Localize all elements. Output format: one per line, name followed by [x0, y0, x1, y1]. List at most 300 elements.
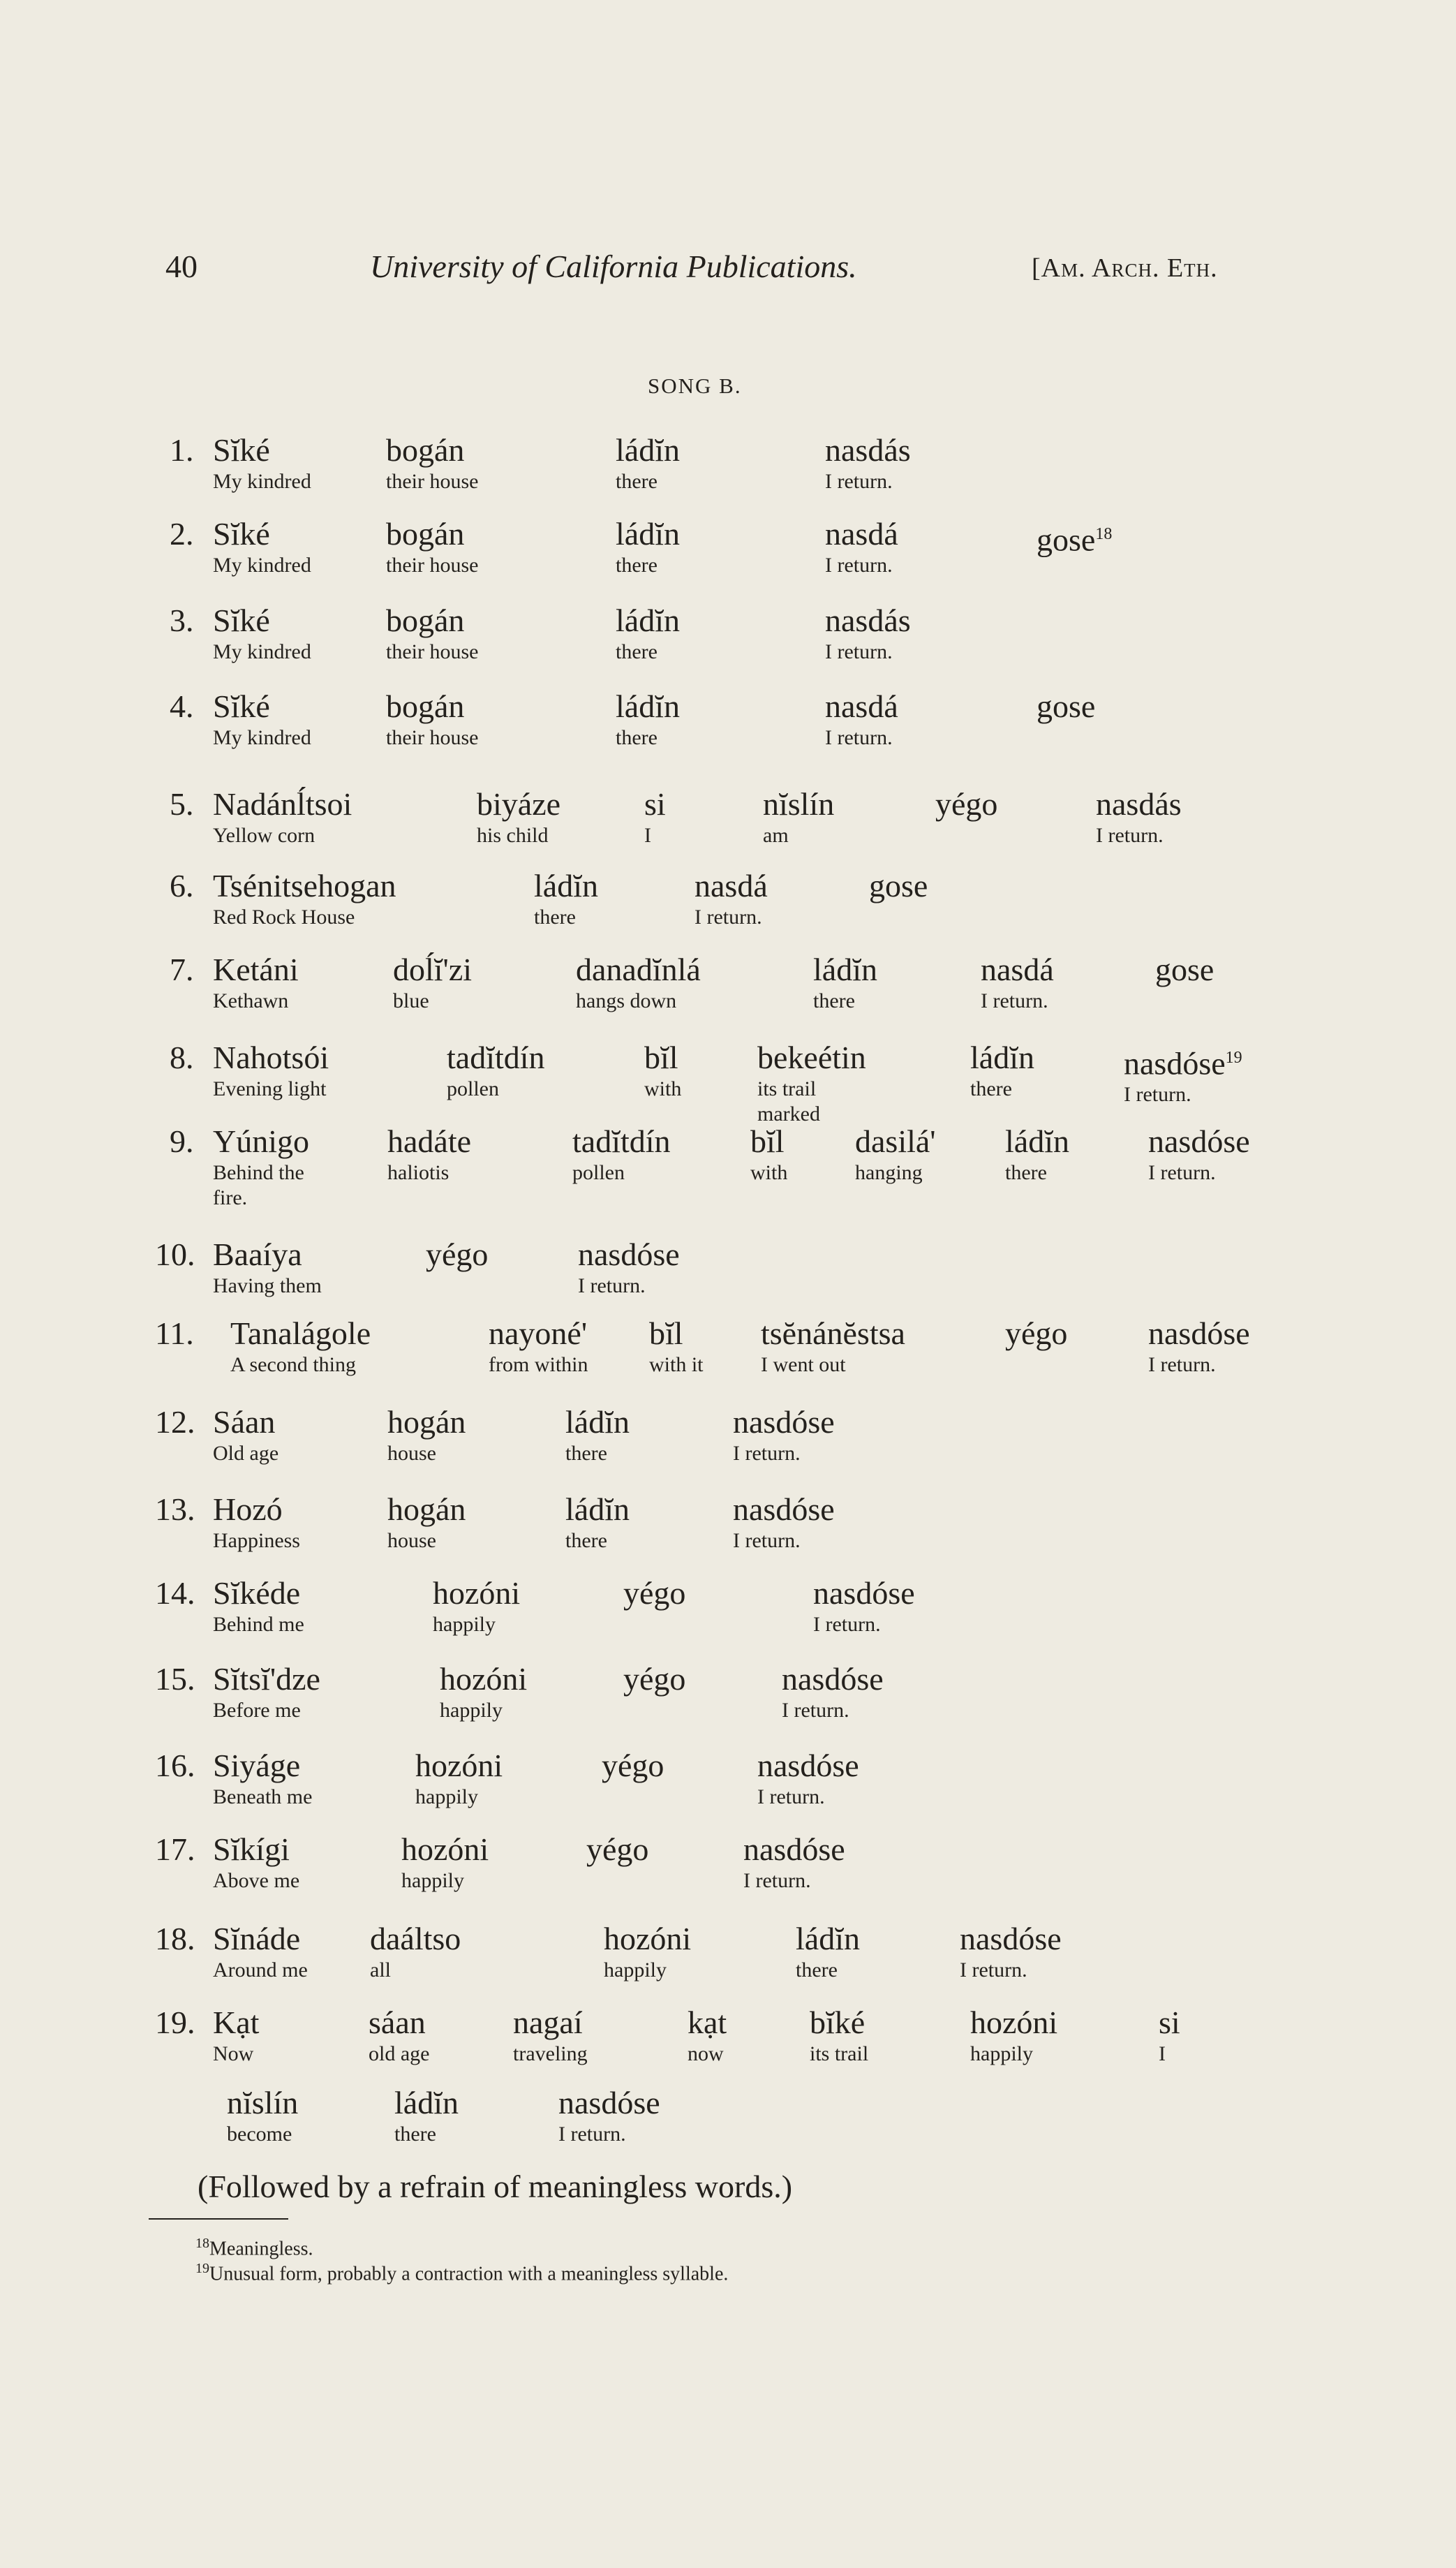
- english-gloss: I return.: [825, 554, 893, 577]
- native-word: Baaíya: [213, 1237, 302, 1272]
- song-word: [1159, 2004, 1180, 2067]
- native-word: daáltso: [370, 1921, 461, 1956]
- english-gloss: there: [565, 1529, 607, 1552]
- native-word: nayoné': [489, 1315, 588, 1351]
- english-gloss: there: [970, 1077, 1012, 1100]
- native-word: ládĭn: [394, 2085, 459, 2120]
- native-word: nasdóse: [558, 2085, 660, 2120]
- running-title: University of California Publications.: [370, 249, 857, 284]
- native-word: Sĭké: [213, 516, 270, 552]
- native-word: ládĭn: [970, 1040, 1034, 1075]
- song-word: [213, 602, 311, 665]
- song-word: [213, 1574, 304, 1637]
- song-word: [623, 1574, 685, 1612]
- english-gloss: Yellow corn: [213, 824, 315, 847]
- native-word: Nahotsói: [213, 1040, 329, 1075]
- line-number: 9.: [170, 1123, 194, 1159]
- native-word: nasdóse: [733, 1491, 835, 1527]
- song-word: [616, 515, 680, 578]
- native-word: hadáte: [387, 1123, 472, 1159]
- native-word: sáan: [369, 2005, 426, 2040]
- native-word: ládĭn: [565, 1491, 630, 1527]
- english-gloss: happily: [401, 1869, 464, 1892]
- footnote-ref: 18: [1095, 525, 1113, 543]
- english-gloss: there: [565, 1442, 607, 1465]
- line-number: 13.: [155, 1491, 195, 1527]
- english-gloss: happily: [433, 1613, 496, 1636]
- line-number: 10.: [155, 1237, 195, 1272]
- footnote-number: 19: [195, 2261, 209, 2276]
- closing-note: (Followed by a refrain of meaningless words.): [198, 2169, 793, 2204]
- english-gloss: its trail: [810, 2042, 869, 2065]
- english-gloss: My kindred: [213, 726, 311, 749]
- native-word: tsĕnánĕstsa: [761, 1315, 905, 1351]
- song-word: [960, 1920, 1062, 1983]
- native-word: nasdóse: [578, 1237, 680, 1272]
- series-tag: [Am. Arch. Eth.: [1032, 253, 1218, 283]
- english-gloss: Above me: [213, 1869, 300, 1892]
- song-word: [513, 2004, 588, 2067]
- song-word: [623, 1660, 685, 1698]
- song-word: [213, 1920, 308, 1983]
- song-word: [213, 1660, 320, 1723]
- native-word: nasdás: [1096, 786, 1182, 822]
- song-word: [387, 1123, 471, 1186]
- song-word: [757, 1747, 859, 1810]
- english-gloss: Having them: [213, 1274, 322, 1297]
- native-word: Ketáni: [213, 952, 299, 987]
- native-word: Sĭké: [213, 688, 270, 724]
- song-word: [213, 867, 396, 930]
- song-word: [578, 1236, 680, 1299]
- english-gloss: with: [644, 1077, 682, 1100]
- english-gloss: I return.: [558, 2123, 626, 2146]
- english-gloss: Beneath me: [213, 1785, 313, 1808]
- english-gloss: I return.: [825, 640, 893, 663]
- song-word: [401, 1831, 489, 1894]
- native-word: hogán: [387, 1491, 466, 1527]
- native-word: Tanalágole: [230, 1315, 371, 1351]
- native-word: Nadánĺtsoi: [213, 786, 352, 822]
- native-word: Kạt: [213, 2005, 260, 2040]
- english-gloss: with it: [649, 1353, 704, 1376]
- line-number: 15.: [155, 1661, 195, 1697]
- line-number: 5.: [170, 786, 194, 822]
- english-gloss: his child: [477, 824, 549, 847]
- english-gloss: Around me: [213, 1958, 308, 1982]
- english-gloss: Now: [213, 2042, 254, 2065]
- line-number: 3.: [170, 603, 194, 638]
- native-word: biyáze: [477, 786, 561, 822]
- english-gloss: I return.: [960, 1958, 1027, 1982]
- song-word: [213, 1403, 278, 1466]
- line-number: 14.: [155, 1575, 195, 1611]
- native-word: nasdóse: [1148, 1123, 1250, 1159]
- song-word: [1005, 1123, 1069, 1186]
- song-word: [649, 1315, 704, 1378]
- footnote-number: 18: [195, 2236, 209, 2251]
- song-word: [1124, 1039, 1242, 1107]
- song-word: [213, 2004, 259, 2067]
- native-word: bĭké: [810, 2005, 866, 2040]
- song-word: [733, 1491, 835, 1554]
- native-word: nasdá: [825, 688, 898, 724]
- native-word: bogán: [386, 688, 465, 724]
- native-word: nasdás: [825, 432, 911, 468]
- native-word: Sĭnáde: [213, 1921, 301, 1956]
- line-number: 1.: [170, 432, 194, 468]
- native-word: bogán: [386, 603, 465, 638]
- song-word: [369, 2004, 429, 2067]
- line-number: 8.: [170, 1040, 194, 1075]
- english-gloss: I return.: [1148, 1353, 1216, 1376]
- song-word: [213, 1831, 299, 1894]
- native-word: Sĭkéde: [213, 1575, 301, 1611]
- english-gloss: I return.: [733, 1442, 801, 1465]
- english-gloss: I return.: [1096, 824, 1164, 847]
- song-word: [426, 1236, 488, 1274]
- english-gloss: their house: [386, 554, 479, 577]
- english-gloss: there: [1005, 1161, 1047, 1184]
- english-gloss: happily: [440, 1699, 503, 1722]
- song-word: [644, 785, 666, 848]
- native-word: Sĭké: [213, 603, 270, 638]
- native-word: ládĭn: [796, 1921, 860, 1956]
- song-word: [1037, 515, 1112, 559]
- english-gloss: there: [394, 2123, 436, 2146]
- native-word: nĭslín: [763, 786, 835, 822]
- native-word: nasdóse: [960, 1921, 1062, 1956]
- song-word: [604, 1920, 691, 1983]
- song-word: [761, 1315, 905, 1378]
- line-number: 4.: [170, 688, 194, 724]
- native-word: bogán: [386, 516, 465, 552]
- english-gloss: there: [813, 989, 855, 1012]
- english-gloss: their house: [386, 640, 479, 663]
- english-gloss: happily: [415, 1785, 478, 1808]
- song-word: [694, 867, 768, 930]
- song-word: [213, 1123, 332, 1211]
- line-number: 18.: [155, 1921, 195, 1956]
- english-gloss: Kethawn: [213, 989, 289, 1012]
- english-gloss: there: [616, 726, 658, 749]
- native-word: hozóni: [604, 1921, 692, 1956]
- song-word: [616, 688, 680, 751]
- english-gloss: I return.: [733, 1529, 801, 1552]
- line-number: 17.: [155, 1831, 195, 1867]
- song-word: [576, 951, 701, 1014]
- native-word: bĭl: [649, 1315, 683, 1351]
- native-word: bogán: [386, 432, 465, 468]
- footnote-ref: 19: [1225, 1049, 1242, 1067]
- native-word: gose$^{18}$: [1037, 522, 1113, 558]
- english-gloss: become: [227, 2123, 292, 2146]
- line-number: 16.: [155, 1748, 195, 1783]
- song-word: [565, 1403, 630, 1466]
- line-number: 11.: [155, 1315, 194, 1351]
- song-word: [394, 2084, 459, 2147]
- english-gloss: I went out: [761, 1353, 846, 1376]
- native-word: ládĭn: [1005, 1123, 1069, 1159]
- song-word: [213, 1491, 300, 1554]
- song-word: [616, 602, 680, 665]
- song-word: [825, 688, 898, 751]
- native-word: bekeétin: [757, 1040, 866, 1075]
- native-word: yégo: [623, 1661, 686, 1697]
- native-word: hozóni: [433, 1575, 521, 1611]
- native-word: Sáan: [213, 1404, 276, 1440]
- song-word: [750, 1123, 787, 1186]
- song-word: [796, 1920, 860, 1983]
- song-word: [810, 2004, 868, 2067]
- song-word: [386, 515, 478, 578]
- song-word: [213, 1747, 312, 1810]
- english-gloss: Red Rock House: [213, 906, 355, 929]
- native-word: ládĭn: [534, 868, 598, 903]
- song-word: [869, 867, 928, 905]
- native-word: Sĭké: [213, 432, 270, 468]
- english-gloss: I return.: [694, 906, 762, 929]
- song-word: [387, 1403, 466, 1466]
- english-gloss: happily: [604, 1958, 667, 1982]
- song-word: [825, 515, 898, 578]
- native-word: yégo: [935, 786, 998, 822]
- song-word: [782, 1660, 884, 1723]
- song-word: [763, 785, 834, 848]
- song-word: [534, 867, 598, 930]
- song-word: [213, 431, 311, 494]
- native-word: danadĭnlá: [576, 952, 701, 987]
- english-gloss: My kindred: [213, 640, 311, 663]
- english-gloss: I return.: [813, 1613, 881, 1636]
- english-gloss: there: [534, 906, 576, 929]
- native-word: hozóni: [970, 2005, 1058, 2040]
- english-gloss: My kindred: [213, 470, 311, 493]
- native-word: nasdás: [825, 603, 911, 638]
- song-word: [1037, 688, 1095, 725]
- song-word: [386, 688, 478, 751]
- native-word: hozóni: [440, 1661, 528, 1697]
- native-word: gose: [1037, 688, 1096, 724]
- native-word: yégo: [602, 1748, 664, 1783]
- english-gloss: I return.: [578, 1274, 646, 1297]
- native-word: nasdóse: [743, 1831, 845, 1867]
- english-gloss: with: [750, 1161, 788, 1184]
- native-word: gose: [869, 868, 928, 903]
- song-word: [213, 688, 311, 751]
- song-word: [227, 2084, 298, 2147]
- native-word: ládĭn: [616, 688, 680, 724]
- line-number: 7.: [170, 952, 194, 987]
- song-word: [813, 951, 877, 1014]
- song-word: [825, 602, 911, 665]
- english-gloss: pollen: [572, 1161, 625, 1184]
- english-gloss: Evening light: [213, 1077, 327, 1100]
- native-word: yégo: [623, 1575, 686, 1611]
- song-word: [855, 1123, 936, 1186]
- song-word: [213, 1236, 322, 1299]
- native-word: bĭl: [644, 1040, 678, 1075]
- english-gloss: from within: [489, 1353, 588, 1376]
- native-word: ládĭn: [565, 1404, 630, 1440]
- page-number: 40: [165, 249, 198, 284]
- english-gloss: Happiness: [213, 1529, 300, 1552]
- song-word: [1155, 951, 1214, 989]
- song-title: SONG B.: [648, 374, 742, 398]
- english-gloss: I return.: [743, 1869, 811, 1892]
- english-gloss: I return.: [1124, 1083, 1191, 1107]
- song-word: [387, 1491, 466, 1554]
- english-gloss: house: [387, 1529, 436, 1552]
- song-word: [213, 951, 299, 1014]
- native-word: nasdá: [694, 868, 768, 903]
- song-word: [1005, 1315, 1067, 1352]
- song-word: [440, 1660, 527, 1723]
- english-gloss: pollen: [447, 1077, 499, 1100]
- song-word: [572, 1123, 671, 1186]
- english-gloss: I: [644, 824, 651, 847]
- english-gloss: there: [616, 554, 658, 577]
- english-gloss: Old age: [213, 1442, 279, 1465]
- native-word: dasilá': [855, 1123, 936, 1159]
- english-gloss: My kindred: [213, 554, 311, 577]
- native-word: kạt: [688, 2005, 727, 2040]
- song-word: [586, 1831, 648, 1868]
- song-word: [230, 1315, 371, 1378]
- footnote-19: [195, 2261, 728, 2285]
- song-word: [213, 785, 352, 848]
- native-word: Sĭkígi: [213, 1831, 290, 1867]
- native-word: nasdóse: [782, 1661, 884, 1697]
- native-word: tadĭtdín: [447, 1040, 545, 1075]
- line-number: 19.: [155, 2005, 195, 2040]
- native-word: nasdóse$^{19}$: [1124, 1045, 1242, 1082]
- native-word: hozóni: [415, 1748, 503, 1783]
- song-word: [825, 431, 911, 494]
- line-number: 6.: [170, 868, 194, 903]
- song-word: [477, 785, 560, 848]
- english-gloss: Behind the fire.: [213, 1161, 304, 1209]
- english-gloss: I return.: [1148, 1161, 1216, 1184]
- native-word: nasdá: [981, 952, 1054, 987]
- song-word: [602, 1747, 664, 1785]
- native-word: gose: [1155, 952, 1214, 987]
- song-word: [970, 1039, 1034, 1102]
- native-word: Siyáge: [213, 1748, 301, 1783]
- native-word: Tsénitsehogan: [213, 868, 396, 903]
- native-word: nasdóse: [733, 1404, 835, 1440]
- native-word: nĭslín: [227, 2085, 299, 2120]
- english-gloss: I return.: [825, 726, 893, 749]
- english-gloss: I return.: [782, 1699, 849, 1722]
- native-word: nasdóse: [1148, 1315, 1250, 1351]
- native-word: ládĭn: [813, 952, 877, 987]
- song-word: [370, 1920, 461, 1983]
- english-gloss: Before me: [213, 1699, 301, 1722]
- song-word: [415, 1747, 503, 1810]
- native-word: nasdá: [825, 516, 898, 552]
- native-word: hozóni: [401, 1831, 489, 1867]
- song-word: [935, 785, 997, 823]
- native-word: si: [1159, 2005, 1180, 2040]
- native-word: yégo: [426, 1237, 489, 1272]
- song-word: [1148, 1123, 1250, 1186]
- footnote-text: Meaningless.: [209, 2238, 313, 2260]
- native-word: yégo: [586, 1831, 649, 1867]
- english-gloss: old age: [369, 2042, 430, 2065]
- english-gloss: am: [763, 824, 789, 847]
- native-word: Hozó: [213, 1491, 283, 1527]
- native-word: nagaí: [513, 2005, 583, 2040]
- native-word: hogán: [387, 1404, 466, 1440]
- english-gloss: Behind me: [213, 1613, 304, 1636]
- native-word: nasdóse: [757, 1748, 859, 1783]
- line-number: 12.: [155, 1404, 195, 1440]
- song-word: [213, 1039, 329, 1102]
- native-word: yégo: [1005, 1315, 1068, 1351]
- song-word: [644, 1039, 681, 1102]
- footnote-rule: [149, 2218, 288, 2220]
- song-word: [433, 1574, 520, 1637]
- song-word: [981, 951, 1054, 1014]
- song-word: [393, 951, 472, 1014]
- english-gloss: there: [796, 1958, 838, 1982]
- native-word: Sĭtsĭ'dze: [213, 1661, 320, 1697]
- song-word: [757, 1039, 876, 1127]
- song-word: [386, 431, 478, 494]
- english-gloss: haliotis: [387, 1161, 450, 1184]
- english-gloss: blue: [393, 989, 429, 1012]
- english-gloss: there: [616, 470, 658, 493]
- native-word: doĺĭ'zi: [393, 952, 473, 987]
- song-word: [616, 431, 680, 494]
- song-word: [447, 1039, 545, 1102]
- song-word: [489, 1315, 588, 1378]
- english-gloss: its trail marked: [757, 1077, 820, 1126]
- native-word: Yúnigo: [213, 1123, 309, 1159]
- song-word: [565, 1491, 630, 1554]
- song-word: [970, 2004, 1057, 2067]
- song-word: [558, 2084, 660, 2147]
- native-word: bĭl: [750, 1123, 785, 1159]
- english-gloss: now: [688, 2042, 724, 2065]
- song-word: [1148, 1315, 1250, 1378]
- english-gloss: I return.: [825, 470, 893, 493]
- english-gloss: I return.: [981, 989, 1048, 1012]
- native-word: nasdóse: [813, 1575, 915, 1611]
- english-gloss: traveling: [513, 2042, 588, 2065]
- song-word: [743, 1831, 845, 1894]
- english-gloss: house: [387, 1442, 436, 1465]
- footnote-18: [195, 2236, 313, 2260]
- native-word: ládĭn: [616, 516, 680, 552]
- english-gloss: happily: [970, 2042, 1033, 2065]
- english-gloss: their house: [386, 726, 479, 749]
- english-gloss: all: [370, 1958, 391, 1982]
- native-word: ládĭn: [616, 432, 680, 468]
- footnote-text: Unusual form, probably a contraction with a meaningless syllable.: [209, 2263, 729, 2285]
- native-word: tadĭtdín: [572, 1123, 671, 1159]
- song-word: [733, 1403, 835, 1466]
- song-word: [386, 602, 478, 665]
- native-word: ládĭn: [616, 603, 680, 638]
- song-word: [1096, 785, 1182, 848]
- line-number: 2.: [170, 516, 194, 552]
- song-word: [813, 1574, 915, 1637]
- song-word: [688, 2004, 727, 2067]
- english-gloss: A second thing: [230, 1353, 356, 1376]
- english-gloss: I return.: [757, 1785, 825, 1808]
